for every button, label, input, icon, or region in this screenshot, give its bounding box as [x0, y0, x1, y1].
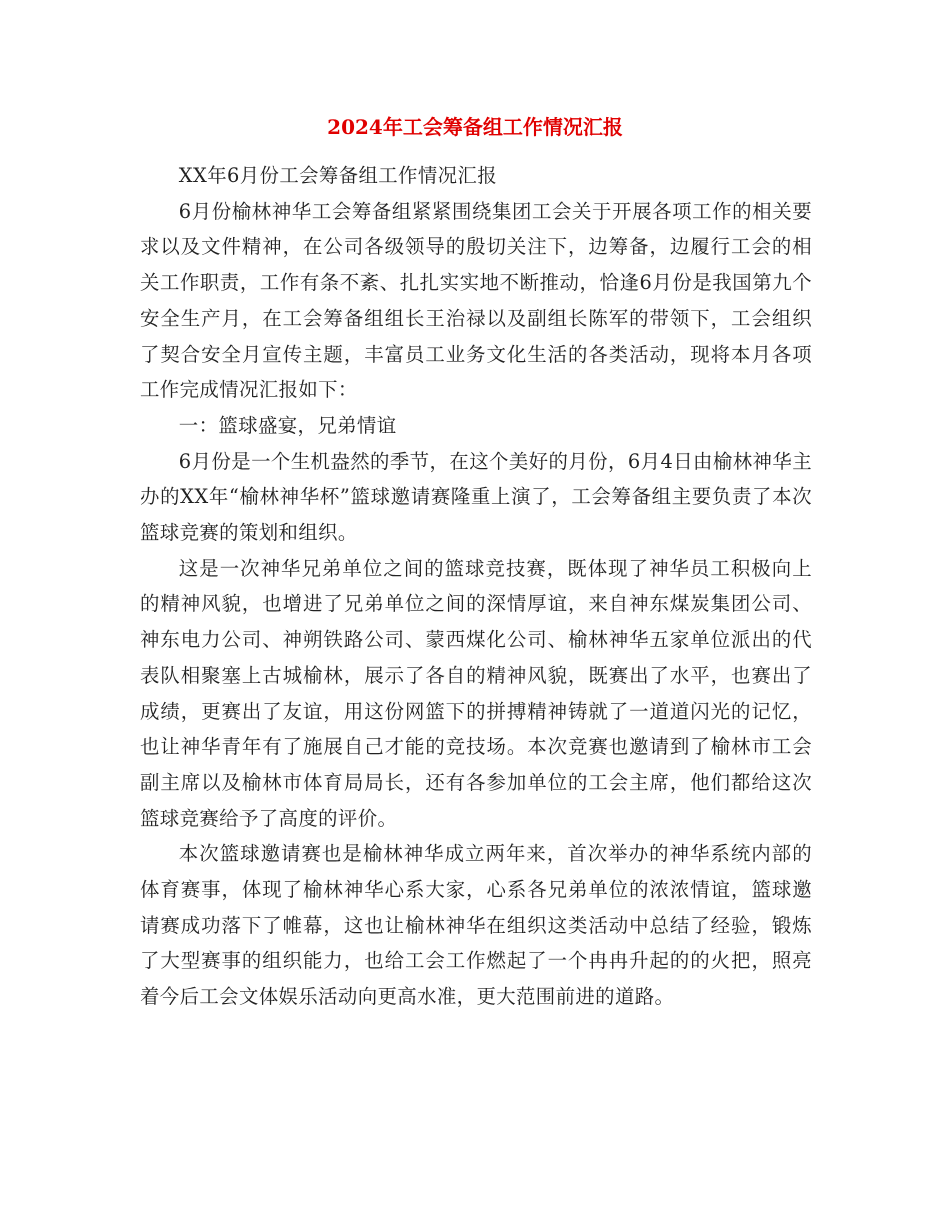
body-paragraph: 本次篮球邀请赛也是榆林神华成立两年来，首次举办的神华系统内部的体育赛事，体现了榆林神华心系大家，心系各兄弟单位的浓浓情谊，篮球邀请赛成功落下了帷幕，这也让榆林神华在组织这类活动中总结了经验，锻炼了大型赛事的组织能力，也给工会工作燃起了一个冉冉升起的的火把，照亮着今后工会文体娱乐活动向更高水准，更大范围前进的道路。 [140, 842, 812, 1009]
section-heading: 一：篮球盛宴，兄弟情谊 [178, 413, 397, 437]
body-paragraph: 6月份是一个生机盎然的季节，在这个美好的月份，6月4日由榆林神华主办的XX年“榆林神华杯”篮球邀请赛隆重上演了，工会筹备组主要负责了本次篮球竞赛的策划和组织。 [140, 449, 812, 545]
document-title: 2024年工会筹备组工作情况汇报 [327, 115, 623, 139]
document-body [140, 158, 812, 1015]
body-paragraph: 这是一次神华兄弟单位之间的篮球竞技赛，既体现了神华员工积极向上的精神风貌，也增进了兄弟单位之间的深情厚谊，来自神东煤炭集团公司、神东电力公司、神朔铁路公司、蒙西煤化公司、榆林神华五家单位派出的代表队相聚塞上古城榆林，展示了各自的精神风貌，既赛出了水平，也赛出了成绩，更赛出了友谊，用这份网篮下的拼搏精神铸就了一道道闪光的记忆，也让神华青年有了施展自己才能的竞技场。本次竞赛也邀请到了榆林市工会副主席以及榆林市体育局局长，还有各参加单位的工会主席，他们都给这次篮球竞赛给予了高度的评价。 [140, 556, 812, 830]
subtitle-paragraph: XX年6月份工会筹备组工作情况汇报 [178, 164, 498, 187]
intro-paragraph: 6月份榆林神华工会筹备组紧紧围绕集团工会关于开展各项工作的相关要求以及文件精神，在公司各级领导的殷切关注下，边筹备，边履行工会的相关工作职责，工作有条不紊、扎扎实实地不断推动，恰逢6月份是我国第九个安全生产月，在工会筹备组组长王治禄以及副组长陈军的带领下，工会组织了契合安全月宣传主题，丰富员工业务文化生活的各类活动，现将本月各项工作完成情况汇报如下： [140, 199, 812, 402]
